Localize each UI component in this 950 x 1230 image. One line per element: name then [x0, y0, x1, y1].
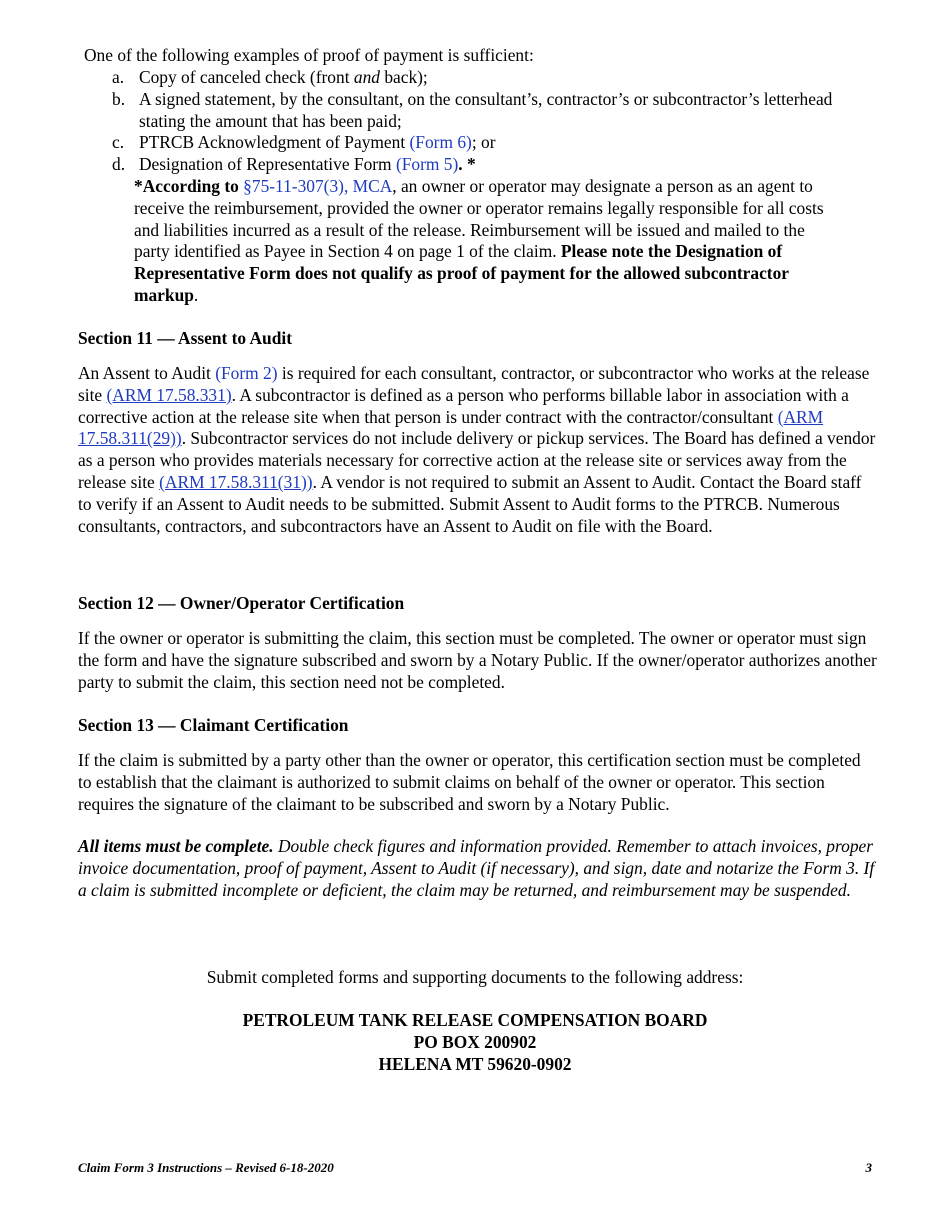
mca-statute-link[interactable]: §75-11-307(3), MCA — [243, 176, 393, 196]
section-13-body: If the claim is submitted by a party other than the owner or operator, this certification section must be completed to establish that the claimant is authorized to submit claims on behalf of the owner or operator. This section requires the signature of the claimant to be subscribed and sworn by a Notary Public. — [78, 750, 861, 814]
list-item — [112, 89, 852, 133]
list-item-text: A signed statement, by the consultant, on the consultant’s, contractor’s or subcontractor’s letterhead stating the amount that has been paid; — [139, 88, 833, 131]
section-11-text: . A subcontractor is defined as a person who performs billable labor in association with a corrective action at the release site when that person is under contract with the contractor/consultant — [78, 384, 849, 427]
list-marker: a. — [112, 67, 125, 87]
section-11-body — [78, 363, 878, 537]
section-11-text: . A vendor is not required to submit an Assent to Audit. Contact the Board staff to verify if an Assent to Audit needs to be submitted. Submit Assent to Audit forms to the PTRCB. Numerous consultants, contractors, and subcontractors have an Assent to Audit on file with the Board. — [78, 471, 862, 536]
list-marker: c. — [112, 132, 125, 153]
footer-title: Claim Form 3 Instructions – Revised 6-18-2020 — [78, 1160, 334, 1175]
note-text: *According to — [134, 176, 244, 196]
section-12-heading: Section 12 — Owner/Operator Certification — [78, 593, 405, 613]
list-item-text: back); — [379, 67, 428, 87]
page-footer — [78, 1157, 872, 1179]
page-number: 3 — [865, 1160, 872, 1175]
address-line-1: PETROLEUM TANK RELEASE COMPENSATION BOARD — [242, 1010, 708, 1030]
section-11-text: is required for each consultant, contractor, or subcontractor who works at the release site — [78, 363, 870, 405]
address-line-2: PO BOX 200902 — [413, 1031, 537, 1052]
submit-instruction: Submit completed forms and supporting documents to the following address: — [206, 967, 744, 987]
arm-17-58-311-31-link[interactable]: (ARM 17.58.311(31)) — [159, 471, 313, 492]
section-13-heading: Section 13 — Claimant Certification — [78, 715, 349, 735]
completion-reminder — [78, 836, 878, 901]
designation-note — [134, 176, 834, 307]
section-11-text: . Subcontractor services do not include delivery or pickup services. The Board has defined a vendor as a person who provides materials necessary for corrective action at the release site or services away from the release site — [78, 428, 876, 492]
address-line-3: HELENA MT 59620-0902 — [378, 1053, 572, 1074]
reminder-text: Double check figures and information provided. Remember to attach invoices, proper invoice documentation, proof of payment, Assent to Audit (if necessary), and sign, date and notarize the Form 3. If a claim is submitted incomplete or deficient, the claim may be returned, and reimbursement may be suspended. — [78, 836, 875, 900]
section-12-body: If the owner or operator is submitting the claim, this section must be completed. The owner or operator must sign the form and have the signature subscribed and sworn by a Notary Public. If the owner/operator authorizes another party to submit the claim, this section need not be completed. — [78, 628, 877, 692]
list-item — [112, 132, 852, 154]
form5-link[interactable]: (Form 5) — [395, 154, 459, 175]
section-11-heading: Section 11 — Assent to Audit — [78, 328, 293, 348]
section-11-text: An Assent to Audit — [78, 363, 216, 383]
note-text: , an owner or operator may designate a person as an agent to receive the reimbursement, provided the owner or operator remains legally responsible for all costs and liabilities incurred as a result of the release. Reimbursement will be issued and mailed to the party identified as Payee in Section 4 on page 1 of the claim. — [134, 176, 824, 262]
list-item-text: . * — [458, 154, 476, 175]
note-bold-text: Please note the Designation of Representative Form does not qualify as proof of payment for the allowed subcontractor markup — [134, 241, 789, 305]
proof-of-payment-list — [112, 67, 852, 176]
list-item-text: PTRCB Acknowledgment of Payment — [139, 132, 410, 153]
reminder-bold: All items must be complete. — [78, 836, 274, 856]
form2-link[interactable]: (Form 2) — [215, 363, 278, 383]
mailing-address — [78, 1010, 872, 1075]
list-item — [112, 67, 852, 89]
list-item-text: Designation of Representative Form — [139, 154, 396, 175]
list-marker: b. — [112, 88, 126, 109]
list-item-emphasis: and — [353, 67, 380, 87]
list-item-text: ; or — [471, 132, 496, 153]
list-marker: d. — [112, 154, 126, 175]
form6-link[interactable]: (Form 6) — [409, 132, 472, 153]
arm-17-58-331-link[interactable]: (ARM 17.58.331) — [106, 384, 232, 405]
proof-intro: One of the following examples of proof of payment is sufficient: — [84, 45, 534, 65]
list-item — [112, 154, 852, 176]
list-item-text: Copy of canceled check (front — [139, 67, 354, 87]
arm-17-58-311-29-link[interactable]: (ARM 17.58.311(29)) — [78, 406, 824, 449]
note-text: . — [193, 284, 199, 305]
